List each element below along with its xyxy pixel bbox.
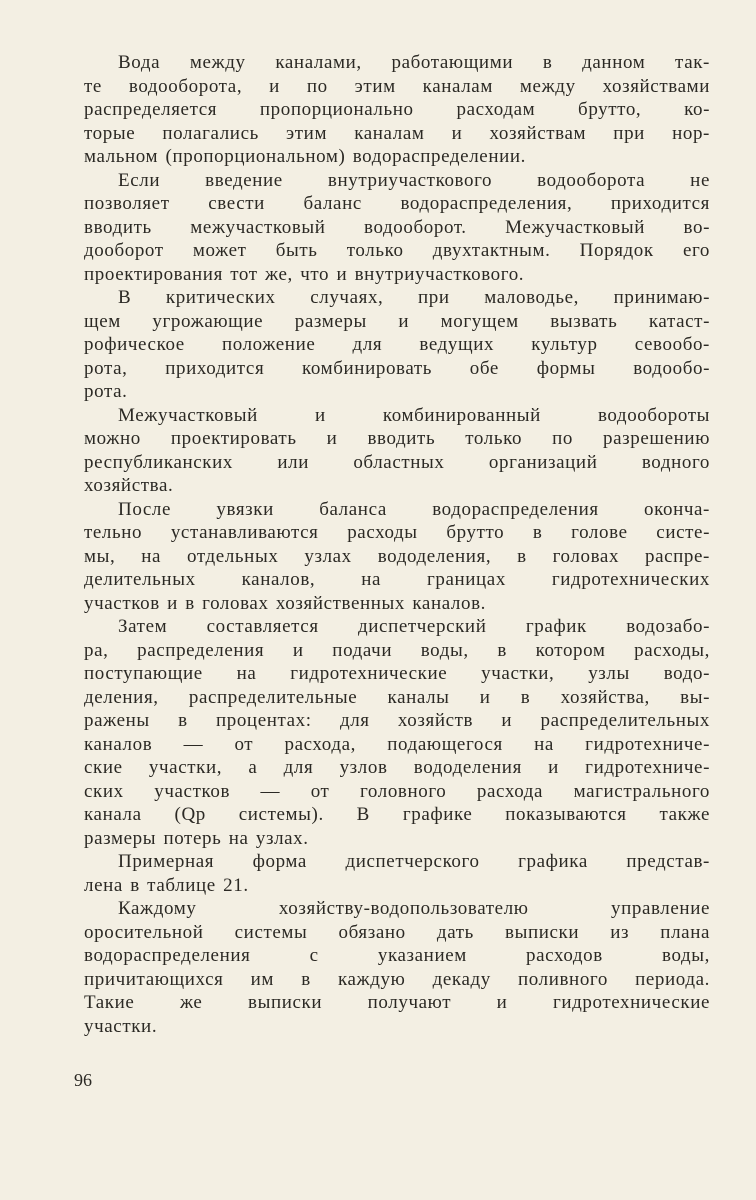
text-line: Каждому хозяйству-водопользователю управление bbox=[118, 898, 710, 919]
text-line: канала (Qр системы). В графике показываются также bbox=[84, 804, 710, 825]
text-line: участки. bbox=[84, 1015, 158, 1037]
text-line: позволяет свести баланс водораспределения, приходится bbox=[84, 193, 710, 214]
text-line: Затем составляется диспетчерский график водозабо- bbox=[118, 616, 710, 637]
text-line: Если введение внутриучасткового водооборота не bbox=[118, 169, 710, 191]
text-line: мальном (пропорциональном) водораспределении. bbox=[84, 146, 526, 167]
text-line: каналов — от расхода, подающегося на гидротехниче- bbox=[84, 733, 710, 755]
text-line: Межучастковый и комбинированный водообороты bbox=[118, 404, 710, 426]
text-line: распределяется пропорционально расходам брутто, ко- bbox=[84, 99, 710, 120]
paragraph bbox=[84, 850, 710, 897]
paragraph bbox=[84, 498, 710, 616]
paragraph bbox=[84, 286, 710, 404]
text-line: можно проектировать и вводить только по разрешению bbox=[84, 428, 710, 449]
text-line: рота, приходится комбинировать обе формы водообо- bbox=[84, 357, 710, 379]
text-line: размеры потерь на узлах. bbox=[84, 827, 309, 849]
text-line: проектирования тот же, что и внутриучасткового. bbox=[84, 263, 525, 285]
text-line: хозяйства. bbox=[84, 475, 174, 496]
page-number: 96 bbox=[74, 1070, 92, 1090]
text-line: рофическое положение для ведущих культур севообо- bbox=[84, 334, 710, 355]
text-line: ра, распределения и подачи воды, в котором расходы, bbox=[84, 639, 710, 661]
text-line: тельно устанавливаются расходы брутто в голове систе- bbox=[84, 522, 710, 543]
text-line: те водооборота, и по этим каналам между хозяйствами bbox=[84, 75, 710, 97]
text-line: республиканских или областных организаций водного bbox=[84, 451, 710, 473]
text-line: водораспределения с указанием расходов воды, bbox=[84, 945, 710, 966]
text-line: В критических случаях, при маловодье, принимаю- bbox=[118, 287, 710, 308]
text-line: мы, на отдельных узлах вододеления, в головах распре- bbox=[84, 545, 710, 567]
text-line: Такие же выписки получают и гидротехнические bbox=[84, 992, 710, 1013]
text-line: рота. bbox=[84, 381, 128, 402]
body-text bbox=[84, 51, 710, 1038]
paragraph bbox=[84, 897, 710, 1038]
text-line: ских участков — от головного расхода магистрального bbox=[84, 780, 710, 802]
text-line: вводить межучастковый водооборот. Межучастковый во- bbox=[84, 216, 710, 238]
text-line: делительных каналов, на границах гидротехнических bbox=[84, 569, 710, 590]
text-line: Примерная форма диспетчерского графика представ- bbox=[118, 851, 710, 872]
text-line: Вода между каналами, работающими в данном так- bbox=[118, 52, 710, 73]
text-line: ские участки, а для узлов вододеления и гидротехниче- bbox=[84, 757, 710, 778]
text-line: участков и в головах хозяйственных каналов. bbox=[84, 592, 487, 614]
text-line: причитающихся им в каждую декаду поливного периода. bbox=[84, 968, 710, 990]
paragraph bbox=[84, 169, 710, 287]
text-line: торые полагались этим каналам и хозяйствам при нор- bbox=[84, 122, 710, 144]
text-line: щем угрожающие размеры и могущем вызвать катаст- bbox=[84, 310, 710, 332]
paragraph bbox=[84, 615, 710, 850]
text-line: дооборот может быть только двухтактным. Порядок его bbox=[84, 240, 710, 261]
paragraph bbox=[84, 51, 710, 169]
text-line: лена в таблице 21. bbox=[84, 874, 249, 896]
paragraph bbox=[84, 404, 710, 498]
text-line: деления, распределительные каналы и в хозяйства, вы- bbox=[84, 686, 710, 708]
text-line: ражены в процентах: для хозяйств и распределительных bbox=[84, 710, 710, 731]
text-line: поступающие на гидротехнические участки, узлы водо- bbox=[84, 663, 710, 684]
text-line: оросительной системы обязано дать выписки из плана bbox=[84, 921, 710, 943]
text-line: После увязки баланса водораспределения оконча- bbox=[118, 498, 710, 520]
